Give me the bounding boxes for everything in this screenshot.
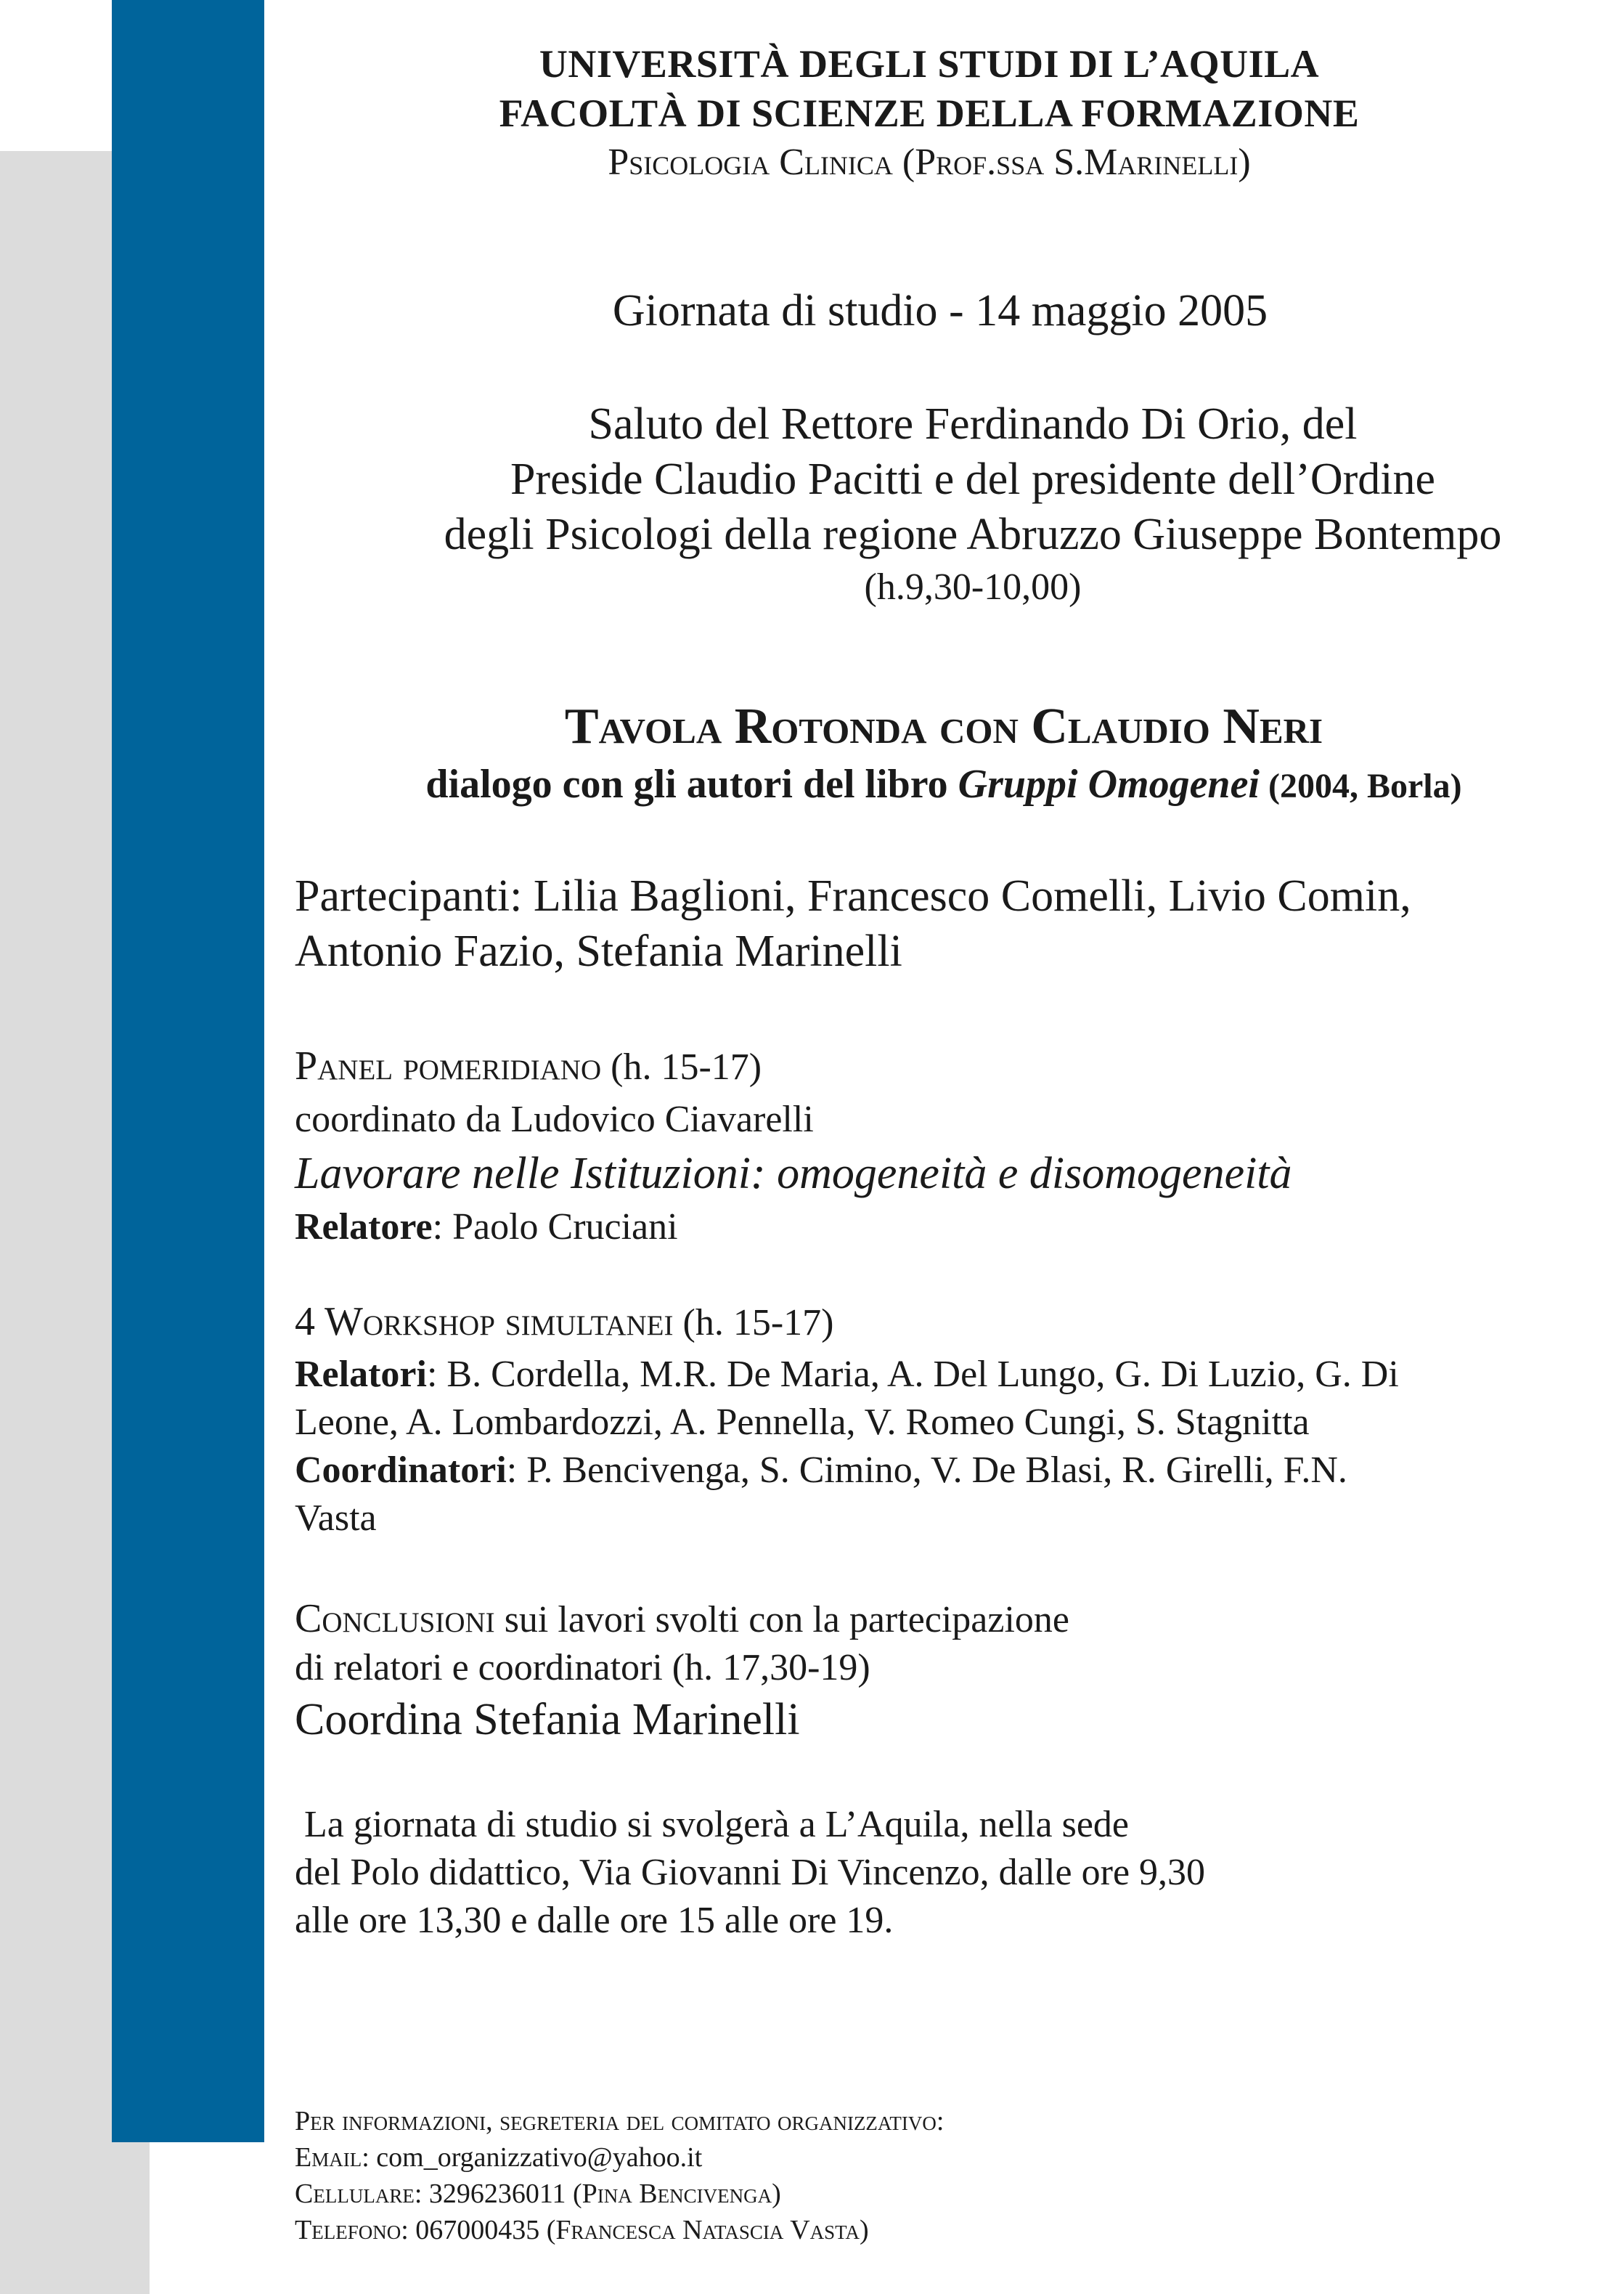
book-info: (2004, Borla) [1259, 767, 1462, 805]
conclusions-text: di relatori e coordinatori (h. 17,30-19) [295, 1647, 870, 1688]
phone-label: Telefono: [295, 2215, 416, 2245]
mobile-label: Cellulare: [295, 2179, 429, 2209]
email-link[interactable]: com_organizzativo@yahoo.it [376, 2142, 703, 2173]
participants-block [295, 869, 1601, 979]
footer-contacts [295, 2103, 1601, 2248]
book-title: Gruppi Omogenei [958, 762, 1260, 807]
university-name: UNIVERSITÀ DEGLI STUDI DI L’AQUILA [539, 42, 1320, 86]
footer-info: Per informazioni, segreteria del comitato organizzativo: [295, 2106, 944, 2136]
greeting-block [319, 396, 1624, 613]
greeting-line: Saluto del Rettore Ferdinando Di Orio, del [588, 399, 1358, 449]
panel-speaker: : Paolo Cruciani [432, 1206, 678, 1248]
round-table-subtitle [269, 757, 1619, 814]
panel-coordinator: coordinato da Ludovico Ciavarelli [295, 1099, 814, 1140]
panel-speaker-label: Relatore [295, 1206, 433, 1248]
event-title: Giornata di studio - 14 maggio 2005 [612, 286, 1268, 335]
venue-line: La giornata di studio si svolgerà a L’Aquila, nella sede [295, 1804, 1130, 1845]
panel-block [295, 1040, 1601, 1253]
workshop-block [295, 1294, 1601, 1542]
workshop-coordinators-label: Coordinatori [295, 1449, 507, 1491]
venue-block [295, 1801, 1601, 1945]
participants-names: Lilia Baglioni, Francesco Comelli, Livio Comin, [533, 871, 1411, 921]
mobile-number: 3296236011 [428, 2179, 566, 2209]
department-name: Psicologia Clinica (Prof.ssa S.Marinelli) [608, 142, 1251, 183]
subtitle-text: dialogo con gli autori del libro [425, 762, 958, 807]
greeting-time: (h.9,30-10,00) [864, 566, 1082, 608]
workshop-title: 4 Workshop simultanei [295, 1299, 674, 1344]
conclusions-coordinator: Coordina Stefania Marinelli [295, 1695, 800, 1744]
email-label: Email: [295, 2142, 377, 2173]
panel-time: (h. 15-17) [601, 1046, 762, 1088]
phone-number: 067000435 [415, 2215, 540, 2245]
participants-label: Partecipanti: [295, 871, 534, 921]
panel-topic: Lavorare nelle Istituzioni: omogeneità e disomogeneità [295, 1149, 1292, 1198]
conclusions-block [295, 1595, 1601, 1747]
workshop-speakers: Leone, A. Lombardozzi, A. Pennella, V. Romeo Cungi, S. Stagnitta [295, 1402, 1310, 1443]
blue-side-band [112, 0, 264, 2142]
mobile-contact-name: (Pina Bencivenga) [566, 2179, 781, 2209]
workshop-coordinators: : P. Bencivenga, S. Cimino, V. De Blasi, R. Girelli, F.N. [506, 1449, 1347, 1491]
workshop-speakers-label: Relatori [295, 1354, 427, 1395]
faculty-name: FACOLTÀ DI SCIENZE DELLA FORMAZIONE [499, 91, 1360, 135]
workshop-coordinators: Vasta [295, 1497, 377, 1539]
round-table-title: Tavola Rotonda con Claudio Neri [564, 699, 1323, 755]
workshop-speakers: : B. Cordella, M.R. De Maria, A. Del Lungo, G. Di Luzio, G. Di [426, 1354, 1399, 1395]
venue-line: alle ore 13,30 e dalle ore 15 alle ore 19. [295, 1900, 894, 1941]
venue-line: del Polo didattico, Via Giovanni Di Vincenzo, dalle ore 9,30 [295, 1852, 1206, 1893]
conclusions-text: sui lavori svolti con la partecipazione [494, 1599, 1069, 1640]
participants-names: Antonio Fazio, Stefania Marinelli [295, 927, 902, 976]
panel-title: Panel pomeridiano [295, 1044, 602, 1089]
conclusions-title: Conclusioni [295, 1596, 495, 1641]
greeting-line: Preside Claudio Pacitti e del presidente dell’Ordine [510, 455, 1436, 504]
workshop-time: (h. 15-17) [673, 1302, 834, 1343]
phone-contact-name: (Francesca Natascia Vasta) [539, 2215, 869, 2245]
greeting-line: degli Psicologi della regione Abruzzo Giuseppe Bontempo [444, 510, 1502, 559]
